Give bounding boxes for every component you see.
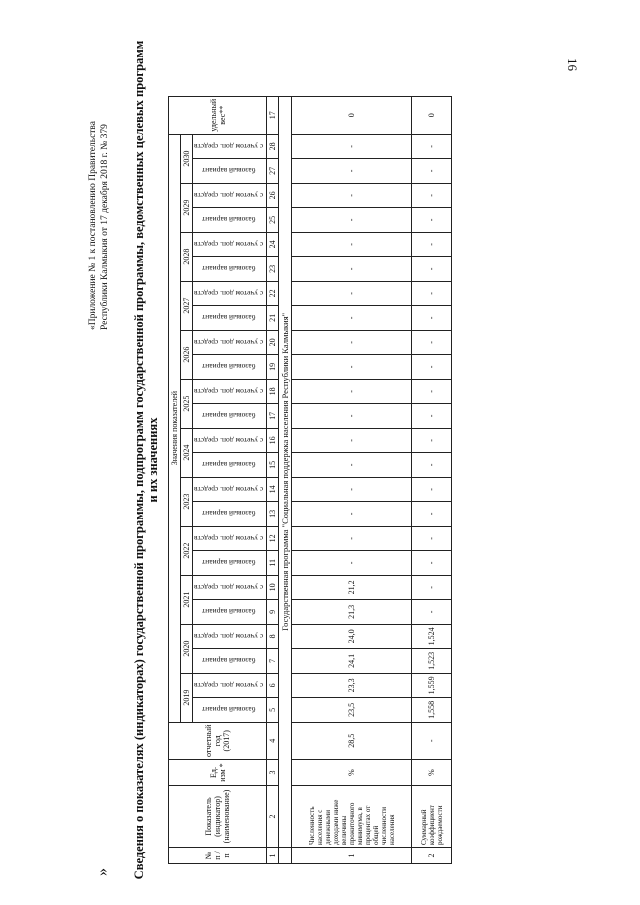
header-extra-label: с учетом доп. средств xyxy=(194,484,264,494)
header-indicator: Показатель (индикатор) (наименование) xyxy=(169,786,267,848)
header-last: удельный вес** xyxy=(169,96,267,134)
header-extra xyxy=(193,624,267,649)
column-number: 17 xyxy=(267,96,279,134)
column-number: 10 xyxy=(267,575,279,600)
row-value: 1,559 xyxy=(412,673,452,698)
column-number: 18 xyxy=(267,379,279,404)
row-report-value: 28,5 xyxy=(292,722,412,759)
row-value: - xyxy=(292,232,412,257)
header-base xyxy=(193,649,267,674)
header-base-label: базовый вариант xyxy=(201,509,256,519)
column-number: 24 xyxy=(267,232,279,257)
column-number: 6 xyxy=(267,673,279,698)
row-value: 24,1 xyxy=(292,649,412,674)
row-value: - xyxy=(292,159,412,184)
column-number: 3 xyxy=(267,760,279,786)
row-value: - xyxy=(412,379,452,404)
header-extra xyxy=(193,673,267,698)
row-value: 1,524 xyxy=(412,624,452,649)
row-value: - xyxy=(292,502,412,527)
header-base-label: базовый вариант xyxy=(201,215,256,225)
rotated-document xyxy=(80,40,600,880)
row-number: 1 xyxy=(292,848,412,864)
column-number: 27 xyxy=(267,159,279,184)
header-year: 2027 xyxy=(181,281,193,330)
row-value: - xyxy=(412,208,452,233)
row-value: - xyxy=(412,575,452,600)
row-value: - xyxy=(292,526,412,551)
row-value: - xyxy=(292,551,412,576)
row-value: - xyxy=(412,232,452,257)
header-extra-label: с учетом доп. средств xyxy=(194,337,264,347)
header-extra-label: с учетом доп. средств xyxy=(194,435,264,445)
document-title: Сведения о показателях (индикаторах) государственной программы, подпрограмм государственной программы, ведомственных целевых программ и их значениях xyxy=(132,40,160,880)
header-base xyxy=(193,404,267,429)
column-number: 1 xyxy=(267,848,279,864)
column-number: 19 xyxy=(267,355,279,380)
header-base-label: базовый вариант xyxy=(201,656,256,666)
row-value: - xyxy=(412,551,452,576)
header-base xyxy=(193,551,267,576)
header-year: 2029 xyxy=(181,183,193,232)
header-base-label: базовый вариант xyxy=(201,705,256,715)
header-base xyxy=(193,698,267,723)
header-extra xyxy=(193,183,267,208)
header-extra xyxy=(193,281,267,306)
row-report-value: - xyxy=(412,722,452,759)
row-value: - xyxy=(412,306,452,331)
row-value: - xyxy=(412,281,452,306)
header-extra-label: с учетом доп. средств xyxy=(194,631,264,641)
header-year: 2026 xyxy=(181,330,193,379)
header-unit: Ед. изм * xyxy=(169,760,267,786)
indicators-table xyxy=(168,96,452,864)
row-last-value: 0 xyxy=(412,96,452,134)
column-number: 13 xyxy=(267,502,279,527)
row-value: - xyxy=(292,379,412,404)
column-number: 5 xyxy=(267,698,279,723)
header-year: 2022 xyxy=(181,526,193,575)
header-extra xyxy=(193,232,267,257)
row-value: - xyxy=(292,404,412,429)
header-year: 2019 xyxy=(181,673,193,722)
header-base xyxy=(193,257,267,282)
row-value: - xyxy=(412,453,452,478)
column-number: 14 xyxy=(267,477,279,502)
header-year: 2024 xyxy=(181,428,193,477)
row-value: - xyxy=(412,355,452,380)
row-unit: % xyxy=(292,760,412,786)
row-value: - xyxy=(412,428,452,453)
row-value: - xyxy=(412,502,452,527)
header-extra-label: с учетом доп. средств xyxy=(194,582,264,592)
quote-mark: « xyxy=(96,868,113,876)
column-number: 26 xyxy=(267,183,279,208)
column-number: 16 xyxy=(267,428,279,453)
row-value: - xyxy=(292,306,412,331)
column-number: 2 xyxy=(267,786,279,848)
column-number: 22 xyxy=(267,281,279,306)
header-base-label: базовый вариант xyxy=(201,411,256,421)
header-report-year: отчетный год (2017) xyxy=(169,722,267,759)
column-number: 28 xyxy=(267,134,279,159)
header-base-label: базовый вариант xyxy=(201,166,256,176)
header-extra-label: с учетом доп. средств xyxy=(194,386,264,396)
column-number: 9 xyxy=(267,600,279,625)
header-extra xyxy=(193,526,267,551)
header-extra xyxy=(193,134,267,159)
header-base xyxy=(193,306,267,331)
header-extra-label: с учетом доп. средств xyxy=(194,533,264,543)
header-base-label: базовый вариант xyxy=(201,264,256,274)
row-value: 21,2 xyxy=(292,575,412,600)
header-extra xyxy=(193,477,267,502)
column-number: 7 xyxy=(267,649,279,674)
header-extra xyxy=(193,428,267,453)
row-value: - xyxy=(412,257,452,282)
header-year: 2020 xyxy=(181,624,193,673)
row-value: - xyxy=(292,183,412,208)
column-number: 11 xyxy=(267,551,279,576)
header-base-label: базовый вариант xyxy=(201,460,256,470)
header-extra-label: с учетом доп. средств xyxy=(194,190,264,200)
table-row xyxy=(412,96,452,863)
header-base xyxy=(193,159,267,184)
row-indicator-name: Суммарный коэффициент рождаемости xyxy=(412,786,452,848)
row-value: - xyxy=(292,330,412,355)
section-empty xyxy=(279,848,292,864)
header-extra xyxy=(193,379,267,404)
header-base xyxy=(193,600,267,625)
row-value: 24,0 xyxy=(292,624,412,649)
header-extra xyxy=(193,330,267,355)
row-value: - xyxy=(292,477,412,502)
header-extra xyxy=(193,575,267,600)
row-value: - xyxy=(412,159,452,184)
header-base-label: базовый вариант xyxy=(201,313,256,323)
row-value: - xyxy=(292,428,412,453)
header-no: № п / п xyxy=(169,848,267,864)
header-extra-label: с учетом доп. средств xyxy=(194,288,264,298)
header-year: 2021 xyxy=(181,575,193,624)
row-value: - xyxy=(292,281,412,306)
row-value: - xyxy=(412,330,452,355)
appendix-note: «Приложение № 1 к постановлению Правительства Республики Калмыкия от 17 декабря 2018 г. № 379 xyxy=(88,120,110,330)
row-value: 1,558 xyxy=(412,698,452,723)
column-number: 17 xyxy=(267,404,279,429)
header-extra-label: с учетом доп. средств xyxy=(194,239,264,249)
header-extra-label: с учетом доп. средств xyxy=(194,141,264,151)
header-base-label: базовый вариант xyxy=(201,607,256,617)
row-value: 23,5 xyxy=(292,698,412,723)
row-value: - xyxy=(292,355,412,380)
column-number: 23 xyxy=(267,257,279,282)
row-value: - xyxy=(292,453,412,478)
row-value: - xyxy=(292,134,412,159)
header-base xyxy=(193,355,267,380)
header-year: 2025 xyxy=(181,379,193,428)
column-number: 4 xyxy=(267,722,279,759)
header-base-label: базовый вариант xyxy=(201,362,256,372)
row-value: 23,3 xyxy=(292,673,412,698)
row-value: - xyxy=(412,600,452,625)
column-number: 20 xyxy=(267,330,279,355)
row-value: - xyxy=(412,134,452,159)
column-number: 12 xyxy=(267,526,279,551)
row-indicator-name: Численность населения с денежными доходами ниже величины прожиточного минимума, в процентах от общей численности населения xyxy=(292,786,412,848)
row-number: 2 xyxy=(412,848,452,864)
section-title: Государственная программа "Социальная поддержка населения Республики Калмыкия" xyxy=(279,96,292,847)
row-value: - xyxy=(292,208,412,233)
table-row xyxy=(292,96,412,863)
row-value: - xyxy=(412,404,452,429)
header-year: 2030 xyxy=(181,134,193,183)
row-last-value: 0 xyxy=(292,96,412,134)
header-extra-label: с учетом доп. средств xyxy=(194,680,264,690)
row-value: - xyxy=(292,257,412,282)
header-base xyxy=(193,208,267,233)
row-value: - xyxy=(412,183,452,208)
row-value: 21,3 xyxy=(292,600,412,625)
column-number: 15 xyxy=(267,453,279,478)
row-value: - xyxy=(412,477,452,502)
header-base-label: базовый вариант xyxy=(201,558,256,568)
page-number: 16 xyxy=(565,58,580,71)
header-base xyxy=(193,453,267,478)
column-number: 8 xyxy=(267,624,279,649)
row-value: - xyxy=(412,526,452,551)
header-base xyxy=(193,502,267,527)
header-year: 2023 xyxy=(181,477,193,526)
row-unit: % xyxy=(412,760,452,786)
header-year: 2028 xyxy=(181,232,193,281)
column-number: 25 xyxy=(267,208,279,233)
header-values: Значения показателей xyxy=(169,134,181,722)
column-number: 21 xyxy=(267,306,279,331)
row-value: 1,523 xyxy=(412,649,452,674)
